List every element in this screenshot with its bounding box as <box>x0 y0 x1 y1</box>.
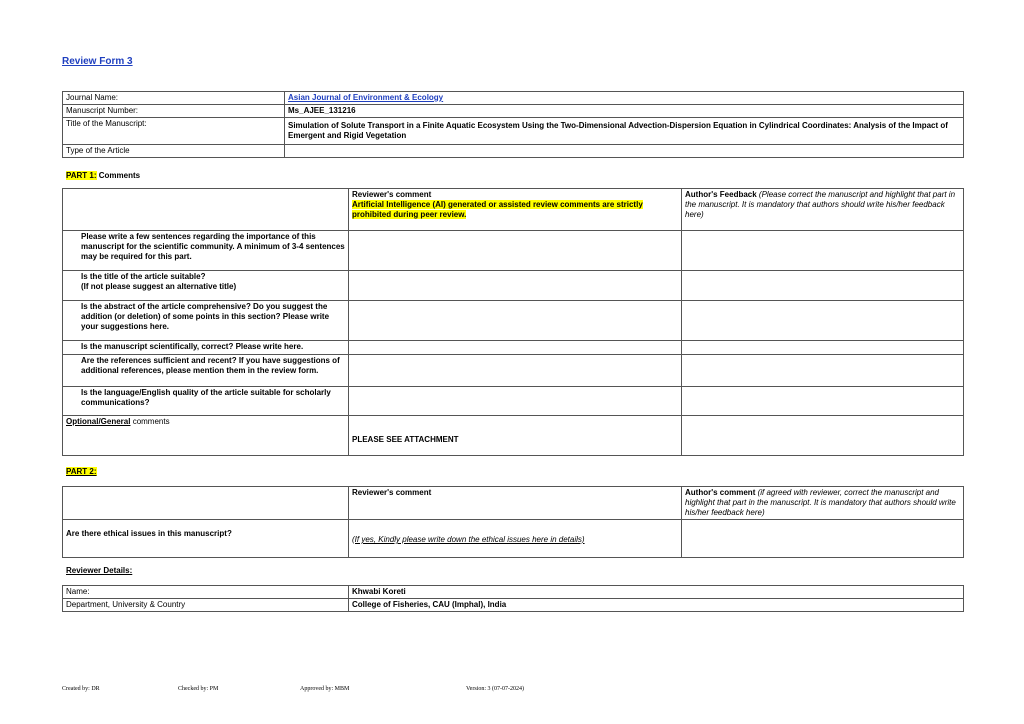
question-title: Is the title of the article suitable? (If not please suggest an alternative title) <box>63 271 349 301</box>
question-row <box>63 387 964 416</box>
journal-name-link[interactable]: Asian Journal of Environment & Ecology <box>288 93 444 102</box>
footer-approved: Approved by: MBM <box>300 686 350 692</box>
reviewer-details-heading: Reviewer Details: <box>66 566 133 575</box>
ethical-issues-question: Are there ethical issues in this manuscript? <box>63 520 349 558</box>
ethical-issues-row <box>63 520 964 558</box>
reviewer-comment-heading: Reviewer's comment <box>352 190 432 199</box>
part2-header-empty <box>63 487 349 520</box>
question-language: Is the language/English quality of the article suitable for scholarly communications? <box>63 387 349 416</box>
part2-header-row <box>63 487 964 520</box>
reviewer-answer-cell[interactable] <box>349 231 682 271</box>
reviewer-department-row <box>63 599 964 612</box>
part2-author-header <box>682 487 964 520</box>
author-answer-cell[interactable] <box>682 231 964 271</box>
see-attachment-text: PLEASE SEE ATTACHMENT <box>352 435 459 444</box>
part1-author-header <box>682 189 964 231</box>
part2-author-note: (if agreed with reviewer, correct the manuscript and highlight that part in the manuscript. It is mandatory that authors should write his/her feedback here) <box>685 488 956 517</box>
part1-heading <box>66 171 140 180</box>
reviewer-department-value: College of Fisheries, CAU (Imphal), India <box>349 599 964 612</box>
question-references: Are the references sufficient and recent? If you have suggestions of additional references, please mention them in the review form. <box>63 355 349 387</box>
reviewer-answer-cell[interactable] <box>349 301 682 341</box>
reviewer-department-label: Department, University & Country <box>63 599 349 612</box>
author-answer-cell[interactable] <box>682 355 964 387</box>
article-type-value[interactable] <box>285 145 964 158</box>
part1-label-rest: Comments <box>96 171 141 180</box>
journal-name-row <box>63 92 964 105</box>
form-title: Review Form 3 <box>62 56 133 67</box>
question-row <box>63 271 964 301</box>
part2-reviewer-heading: Reviewer's comment <box>349 487 682 520</box>
manuscript-number-value: Ms_AJEE_131216 <box>285 105 964 118</box>
reviewer-name-label: Name: <box>63 586 349 599</box>
optional-label: Optional/General <box>66 417 131 426</box>
footer-version: Version: 3 (07-07-2024) <box>466 686 524 692</box>
part1-header-empty <box>63 189 349 231</box>
manuscript-title-label: Title of the Manuscript: <box>63 118 285 145</box>
author-answer-cell[interactable] <box>682 271 964 301</box>
footer-checked: Checked by: PM <box>178 686 219 692</box>
ethical-author-answer[interactable] <box>682 520 964 558</box>
question-importance: Please write a few sentences regarding the importance of this manuscript for the scientific community. A minimum of 3-4 sentences may be required for this part. <box>63 231 349 271</box>
optional-label-rest: comments <box>130 417 170 426</box>
part1-label: PART 1: <box>66 171 97 180</box>
reviewer-answer-cell[interactable] <box>349 387 682 416</box>
manuscript-title-row <box>63 118 964 145</box>
author-answer-cell[interactable] <box>682 341 964 355</box>
part2-author-heading: Author's comment <box>685 488 756 497</box>
manuscript-title-value: Simulation of Solute Transport in a Finite Aquatic Ecosystem Using the Two-Dimensional Advection-Dispersion Equation in Cylindrical Coordinates: Analysis of the Impact of Emergent and Rigid Vegetation <box>285 118 964 145</box>
optional-comments-row <box>63 416 964 456</box>
question-row <box>63 341 964 355</box>
reviewer-name-value: Khwabi Koreti <box>349 586 964 599</box>
ai-warning: Artificial Intelligence (AI) generated or assisted review comments are strictly prohibited during peer review. <box>352 200 643 219</box>
reviewer-details-table <box>62 585 964 612</box>
part2-heading: PART 2: <box>66 467 97 476</box>
article-type-row <box>63 145 964 158</box>
author-feedback-heading: Author's Feedback <box>685 190 757 199</box>
manuscript-number-row <box>63 105 964 118</box>
optional-comments-label <box>63 416 349 456</box>
article-type-label: Type of the Article <box>63 145 285 158</box>
manuscript-number-label: Manuscript Number: <box>63 105 285 118</box>
ethical-issues-answer[interactable] <box>349 520 682 558</box>
journal-name-label: Journal Name: <box>63 92 285 105</box>
question-row <box>63 301 964 341</box>
author-answer-cell[interactable] <box>682 301 964 341</box>
question-row <box>63 355 964 387</box>
reviewer-answer-cell[interactable] <box>349 341 682 355</box>
optional-comments-value[interactable] <box>349 416 682 456</box>
author-answer-cell[interactable] <box>682 387 964 416</box>
footer-created: Created by: DR <box>62 686 100 692</box>
author-feedback-note: (Please correct the manuscript and highlight that part in the manuscript. It is mandatory that authors should write his/her feedback here) <box>685 190 956 219</box>
part1-header-row <box>63 189 964 231</box>
journal-info-table <box>62 91 964 158</box>
author-answer-cell[interactable] <box>682 416 964 456</box>
reviewer-answer-cell[interactable] <box>349 355 682 387</box>
reviewer-name-row <box>63 586 964 599</box>
reviewer-answer-cell[interactable] <box>349 271 682 301</box>
part1-comments-table <box>62 188 964 456</box>
question-row <box>63 231 964 271</box>
question-scientific: Is the manuscript scientifically, correct? Please write here. <box>63 341 349 355</box>
ethical-issues-hint: (If yes, Kindly please write down the ethical issues here in details) <box>352 535 585 544</box>
question-abstract: Is the abstract of the article comprehensive? Do you suggest the addition (or deletion) of some points in this section? Please write your suggestions here. <box>63 301 349 341</box>
part2-ethics-table <box>62 486 964 558</box>
part1-reviewer-header <box>349 189 682 231</box>
